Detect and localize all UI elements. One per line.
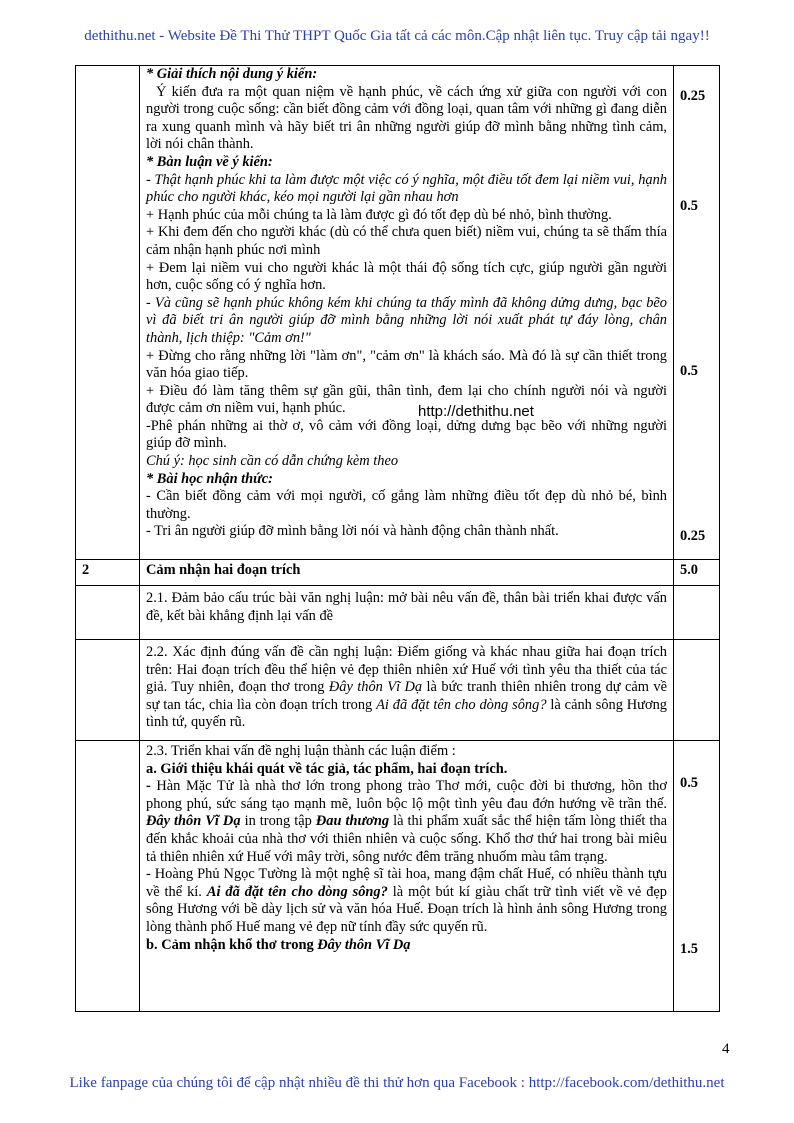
work-title: Đây thôn Vĩ Dạ — [146, 813, 241, 830]
text-run: 2.2. Xác định đúng vấn đề cần nghị luận: Điểm giống và khác nhau giữa hai đoạn trích trên: Hai đoạn trích đều thể hiện vẻ đẹp thiên nhiên xứ Huế với tình yêu tha thiết của tác giả. Tuy nhiên, đoạn thơ trong — [146, 644, 667, 696]
question-number-cell — [76, 66, 140, 560]
page-number: 4 — [722, 1041, 730, 1057]
paragraph: - Thật hạnh phúc khi ta làm được một việc có ý nghĩa, một điều tốt đem lại niềm vui, hạnh phúc cho người khác, kéo mọi người lại gần nhau hơn — [146, 171, 667, 206]
answer-content-cell — [140, 66, 674, 560]
paragraph: + Khi đem đến cho người khác (dù có thể chưa quen biết) niềm vui, chúng ta sẽ thấm thía cảm nhận hạnh phúc nơi mình — [146, 224, 667, 258]
question-number-cell — [76, 586, 140, 640]
paragraph: + Đem lại niềm vui cho người khác là một thái độ sống tích cực, giúp người gần người hơn, cuộc sống có ý nghĩa hơn. — [146, 259, 667, 294]
score-value: 5.0 — [674, 560, 720, 586]
answer-content-cell — [140, 741, 674, 1012]
section-heading: * Giải thích nội dung ý kiến: — [146, 66, 318, 82]
score-value: 0.5 — [680, 775, 698, 791]
table-row — [76, 560, 720, 586]
paragraph: + Điều đó làm tăng thêm sự gần gũi, thân tình, đem lại cho chính người nói và người được cảm ơn niềm vui, hạnh phúc. — [146, 382, 667, 417]
paragraph: + Đừng cho rằng những lời "làm ơn", "cảm ơn" là khách sáo. Mà đó là sự cần thiết trong văn hóa giao tiếp. — [146, 347, 667, 382]
question-number: 2 — [76, 560, 140, 586]
score-cell — [674, 741, 720, 1012]
note: Chú ý: học sinh cần có dẫn chứng kèm theo — [146, 453, 399, 470]
question-title: Cảm nhận hai đoạn trích — [140, 560, 674, 586]
score-cell — [674, 586, 720, 640]
section-heading: * Bàn luận về ý kiến: — [146, 153, 273, 170]
text-run: - — [146, 778, 157, 795]
paragraph: - Và cũng sẽ hạnh phúc không kém khi chúng ta thấy mình đã không dửng dưng, bạc bẽo vì đã biết tri ân người giúp đỡ mình bằng những lời nói xuất phát tự đáy lòng, chân thành, lịch thiệp: "Cảm ơn!" — [146, 294, 667, 346]
work-title: Đau thương — [315, 813, 390, 830]
text-run: Hàn Mặc Tử là nhà thơ lớn trong phong trào Thơ mới, cuộc đời bi thương, hồn thơ phong phú, sức sáng tạo mạnh mẽ, luôn bộc lộ một tình yêu đau đớn hướng về trần thế. — [146, 778, 667, 812]
paragraph: 2.1. Đảm bảo cấu trúc bài văn nghị luận: mở bài nêu vấn đề, thân bài triển khai được vấn đề, kết bài khẳng định lại vấn đề — [140, 586, 674, 640]
score-cell — [674, 640, 720, 741]
score-value: 0.25 — [680, 88, 706, 104]
page-footer: Like fanpage của chúng tôi để cập nhật nhiều đề thi thử hơn qua Facebook : http://facebook.com/dethithu.net — [69, 1075, 725, 1091]
text-run: - Hoàng Phủ Ngọc Tường là một nghệ sĩ tài hoa, mang đậm chất Huế, có nhiều thành tựu về thể kí. — [146, 866, 667, 900]
work-title: Ai đã đặt tên cho dòng sông? — [206, 883, 388, 900]
paragraph: + Hạnh phúc của mỗi chúng ta là làm được gì đó tốt đẹp dù bé nhỏ, bình thường. — [146, 206, 612, 223]
score-value: 1.5 — [680, 941, 698, 957]
score-value: 0.25 — [680, 528, 706, 544]
text-run: là cảnh sông Hương tình tứ, quyến rũ. — [146, 696, 667, 731]
paragraph: - Cần biết đồng cảm với mọi người, cố gắng làm những điều tốt đẹp dù nhỏ bé, bình thường. — [146, 488, 667, 522]
answer-content-cell — [140, 640, 674, 741]
section-heading: a. Giới thiệu khái quát về tác giả, tác phẩm, hai đoạn trích. — [146, 760, 508, 777]
section-heading — [146, 937, 667, 955]
page-header: dethithu.net - Website Đề Thi Thử THPT Quốc Gia tất cả các môn.Cập nhật liên tục. Truy cập tải ngay!! — [84, 28, 710, 44]
question-number-cell — [76, 741, 140, 1012]
text-run: là một bút kí giàu chất trữ tình viết về vẻ đẹp sông Hương với bề dày lịch sử và văn hóa Huế. Đoạn trích là hình ảnh sông Hương trong lòng thành phố Huế mang vẻ đẹp nữ tính đầy sức quyến rũ. — [146, 883, 667, 935]
work-title: Đây thôn Vĩ Dạ — [328, 679, 423, 696]
paragraph — [146, 778, 667, 866]
text-run: là thi phẩm xuất sắc thể hiện tấm lòng thiết tha đến khắc khoải của nhà thơ với thiên nhiên và cuộc sống. Khổ thơ thứ hai trong bài miêu tả thiên nhiên xứ Huế với mây trời, sông nước đêm trăng nhuốm màu tâm trạng. — [146, 813, 667, 865]
score-value: 0.5 — [680, 363, 698, 379]
score-value: 0.5 — [680, 198, 698, 214]
paragraph: - Tri ân người giúp đỡ mình bằng lời nói và hành động chân thành nhất. — [146, 523, 559, 540]
table-row — [76, 586, 720, 640]
grading-table — [75, 65, 720, 1012]
paragraph — [146, 866, 667, 936]
table-row — [76, 640, 720, 741]
score-cell — [674, 66, 720, 560]
table-row — [76, 741, 720, 1012]
paragraph: Ý kiến đưa ra một quan niệm về hạnh phúc, về cách ứng xử giữa con người với con người trong cuộc sống: cần biết đồng cảm với đồng loại, quan tâm với những gì đang diễn ra xung quanh mình và hãy biết tri ân những người giúp đỡ mình bằng những tình cảm, lời nói chân thành. — [146, 83, 667, 153]
watermark-url: http://dethithu.net — [418, 403, 534, 420]
paragraph: 2.3. Triển khai vấn đề nghị luận thành các luận điểm : — [146, 743, 456, 759]
text-run: là bức tranh thiên nhiên trong dự cảm về sự tan tác, chia lìa còn đoạn trích trong — [146, 679, 667, 713]
work-title: Đây thôn Vĩ Dạ — [317, 936, 411, 953]
paragraph: -Phê phán những ai thờ ơ, vô cảm với đồng loại, dửng dưng bạc bẽo với những người giúp đỡ mình. — [146, 417, 667, 452]
work-title: Ai đã đặt tên cho dòng sông? — [376, 696, 547, 713]
text-run: b. Cảm nhận khổ thơ trong — [146, 936, 318, 953]
question-number-cell — [76, 640, 140, 741]
text-run: in trong tập — [240, 813, 316, 830]
table-row — [76, 66, 720, 560]
section-heading: * Bài học nhận thức: — [146, 470, 273, 487]
